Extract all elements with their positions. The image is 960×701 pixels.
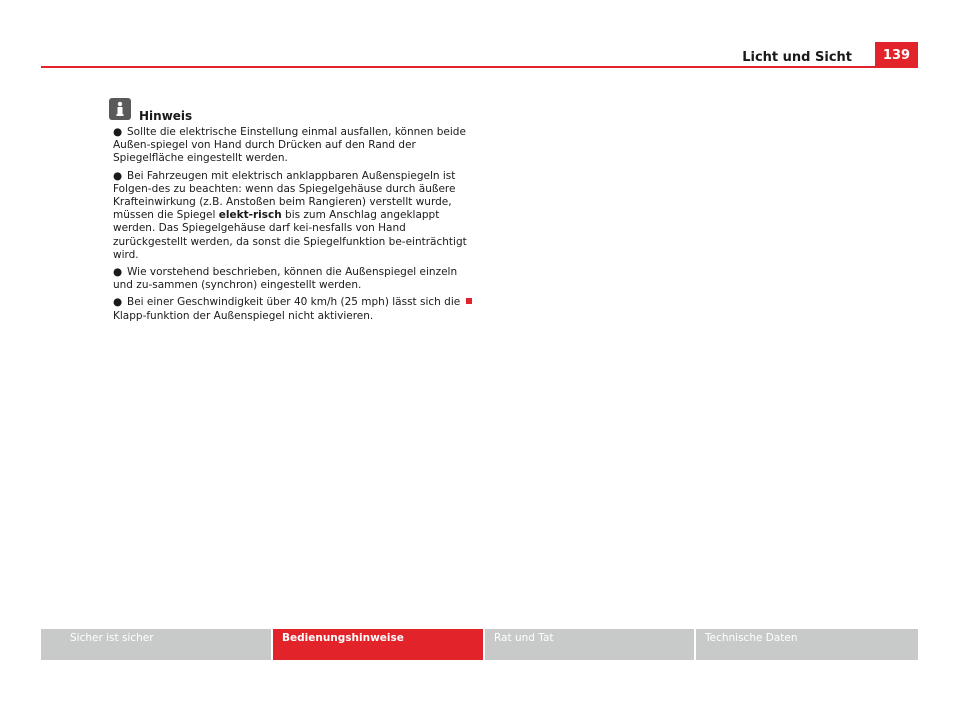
paragraph-text: Bei einer Geschwindigkeit über 40 km/h (25 mph) lässt sich die Klapp-funktion der Außenspiegel nicht aktivieren. [113,296,461,322]
footer-tab-bedienungshinweise[interactable]: Bedienungshinweise [273,629,483,660]
note-title: Hinweis [139,108,193,123]
paragraph-text: Bei Fahrzeugen mit elektrisch anklappbaren Außenspiegeln ist Folgen-des zu beachten: wenn das Spiegelgehäuse durch äußere Krafteinwirkung (z.B. Anstoßen beim Rangieren) verstellt wurde, müssen die Spiegel [113,169,456,222]
footer-nav [41,629,918,660]
footer-tab-rat-und-tat[interactable]: Rat und Tat [485,629,694,660]
note-box [113,98,473,327]
section-end-marker [466,298,472,304]
bullet: ● [113,296,123,309]
emphasis-text: elekt-risch [218,209,282,222]
bullet: ● [113,169,123,182]
section-title: Licht und Sicht [742,50,852,65]
paragraph-text: Sollte die elektrische Einstellung einmal ausfallen, können beide Außen-spiegel von Hand durch Drücken auf den Rand der Spiegelfläche eingestellt werden. [113,126,466,165]
bullet: ● [113,126,123,138]
info-icon [109,98,131,120]
note-paragraph [113,296,473,322]
note-paragraph [113,266,473,292]
note-header [109,98,473,123]
note-paragraph [113,126,473,166]
footer-tab-sicher-ist-sicher[interactable]: Sicher ist sicher [41,629,271,660]
paragraph-text: bis zum Anschlag angeklappt werden. Das Spiegelgehäuse darf kei-nesfalls von Hand zurückgestellt werden, da sonst die Spiegelfunktion be-einträchtigt wird. [113,209,467,261]
header-rule [41,66,918,68]
note-paragraph [113,170,473,262]
page-number: 139 [875,42,918,68]
bullet: ● [113,266,123,279]
paragraph-text: Wie vorstehend beschrieben, können die Außenspiegel einzeln und zu-sammen (synchron) eingestellt werden. [113,266,458,292]
footer-tab-technische-daten[interactable]: Technische Daten [696,629,918,660]
